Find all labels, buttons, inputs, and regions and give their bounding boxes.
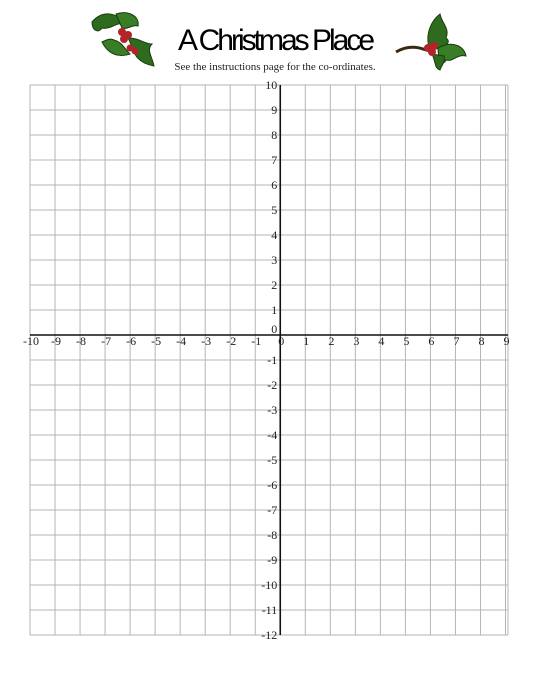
y-tick-label: 9 (271, 103, 278, 117)
x-tick-label: 8 (478, 334, 485, 348)
x-tick-label: 3 (353, 334, 360, 348)
x-tick-label: -8 (76, 334, 87, 348)
x-tick-label: 0 (278, 334, 285, 348)
y-tick-label: 10 (265, 78, 278, 92)
x-tick-label: -3 (201, 334, 212, 348)
x-tick-label: 7 (453, 334, 460, 348)
y-tick-label: -7 (267, 503, 278, 517)
x-tick-label: 6 (428, 334, 435, 348)
y-tick-label: 0 (271, 322, 278, 336)
x-tick-label: -4 (176, 334, 187, 348)
y-tick-label: -1 (267, 353, 278, 367)
x-tick-label: -1 (251, 334, 262, 348)
x-tick-label: 5 (403, 334, 410, 348)
x-tick-label: 1 (303, 334, 310, 348)
x-tick-label: -7 (101, 334, 112, 348)
y-tick-label: -11 (261, 603, 278, 617)
y-tick-label: -9 (267, 553, 278, 567)
y-tick-label: 6 (271, 178, 278, 192)
x-tick-label: -9 (51, 334, 62, 348)
x-tick-label: 9 (503, 334, 510, 348)
y-tick-label: -5 (267, 453, 278, 467)
y-tick-label: -6 (267, 478, 278, 492)
x-tick-label: -10 (23, 334, 39, 348)
y-tick-label: -3 (267, 403, 278, 417)
y-tick-label: 5 (271, 203, 278, 217)
y-tick-label: -10 (261, 578, 278, 592)
y-tick-label: 1 (271, 303, 278, 317)
x-tick-label: -2 (226, 334, 237, 348)
y-tick-label: 2 (271, 278, 278, 292)
y-tick-label: -12 (261, 628, 278, 642)
x-tick-label: 4 (378, 334, 385, 348)
y-tick-label: 7 (271, 153, 278, 167)
x-tick-label: 2 (328, 334, 335, 348)
y-tick-label: 3 (271, 253, 278, 267)
x-tick-label: -5 (151, 334, 162, 348)
y-tick-label: -8 (267, 528, 278, 542)
x-tick-label: -6 (126, 334, 137, 348)
y-tick-label: -2 (267, 378, 278, 392)
y-tick-label: 8 (271, 128, 278, 142)
page-title: A Christmas Place (177, 24, 373, 57)
page-subtitle: See the instructions page for the co-ordinates. (174, 61, 376, 73)
y-tick-label: -4 (267, 428, 278, 442)
y-tick-label: 4 (271, 228, 278, 242)
